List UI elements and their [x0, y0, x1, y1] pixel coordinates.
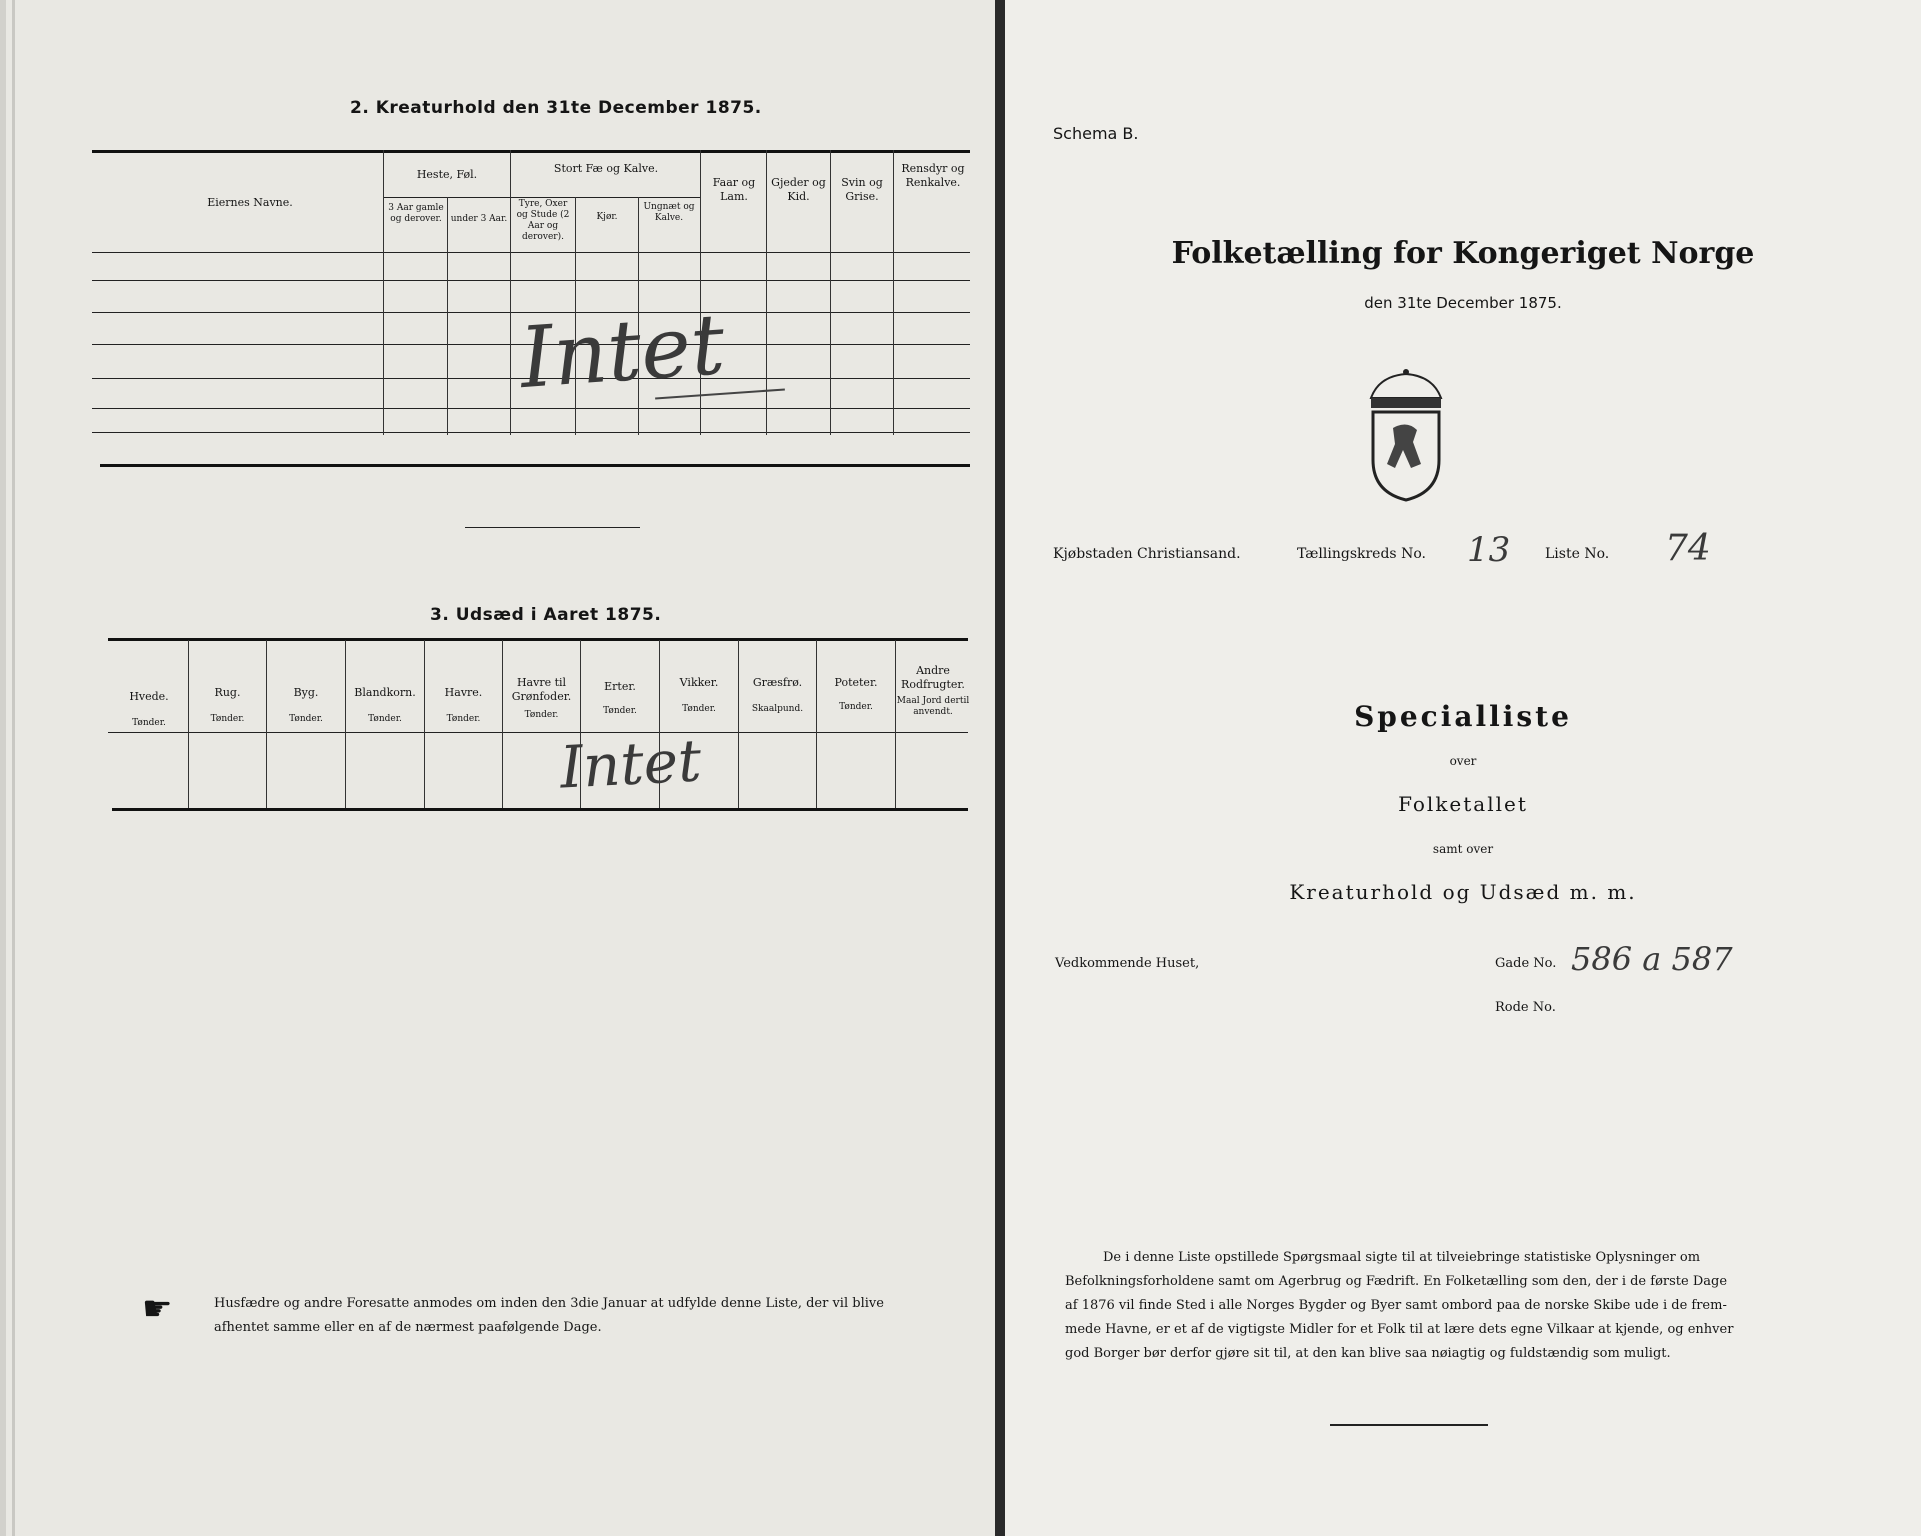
title-date: den 31te December 1875. — [1364, 294, 1562, 312]
reindeer-header: Rensdyr og Renkalve. — [901, 162, 965, 189]
goats-header: Gjeder og Kid. — [771, 176, 826, 203]
info-paragraph-line: Befolkningsforholdene samt om Agerbrug og Fædrift. En Folketælling som den, der i de første Dage — [1065, 1274, 1728, 1289]
pointing-hand-icon: ☛ — [142, 1289, 173, 1329]
col-name: Poteter. — [834, 676, 878, 689]
col-unit: Tønder. — [368, 714, 402, 724]
town-label: Kjøbstaden Christiansand. — [1053, 546, 1241, 562]
col-name: Havre til Grønfoder. — [511, 676, 572, 703]
over-label: over — [1449, 754, 1477, 768]
col-unit: Tønder. — [524, 710, 559, 720]
col-name: Græsfrø. — [752, 676, 803, 689]
col-name: Vikker. — [679, 676, 719, 689]
cattle-cows-header: Kjør. — [596, 212, 618, 222]
main-title: Folketælling for Kongeriget Norge — [1171, 236, 1755, 271]
notice-line-1: Husfædre og andre Foresatte anmodes om inden den 3die Januar at udfylde denne Liste, der vil blive — [214, 1296, 884, 1311]
page-edge — [12, 0, 15, 1536]
col-unit: Tønder. — [603, 706, 637, 716]
col-name: Byg. — [293, 686, 319, 699]
notice-line-2: afhentet samme eller en af de nærmest paafølgende Dage. — [214, 1320, 602, 1335]
info-paragraph-line: god Borger bør derfor gjøre sit til, at den kan blive saa nøiagtig og fuldstændig som muligt. — [1065, 1346, 1671, 1361]
owner-name-header: Eiernes Navne. — [207, 196, 293, 209]
col-unit: Skaalpund. — [751, 704, 804, 714]
col-unit: Tønder. — [446, 714, 481, 724]
info-paragraph-line: af 1876 vil finde Sted i alle Norges Bygder og Byer samt ombord paa de norske Skibe ude i de frem- — [1065, 1298, 1727, 1313]
col-name: Rug. — [214, 686, 241, 699]
cattle-header: Stort Fæ og Kalve. — [553, 162, 659, 175]
cattle-young-header: Ungnæt og Kalve. — [643, 202, 695, 223]
kreds-label: Tællingskreds No. — [1297, 546, 1426, 562]
kreaturhold-label: Kreaturhold og Udsæd m. m. — [1289, 880, 1637, 904]
gade-value: 586 a 587 — [1571, 940, 1733, 978]
gade-label: Gade No. — [1495, 956, 1557, 971]
liste-value: 74 — [1665, 528, 1711, 569]
horses-old-header: 3 Aar gamle og derover. — [388, 203, 444, 224]
page-edge — [0, 0, 6, 1536]
col-unit: Tønder. — [682, 704, 716, 714]
handwritten-intet: Intet — [516, 294, 728, 408]
closing-rule — [1330, 1424, 1488, 1426]
vedkommende-label: Vedkommende Huset, — [1055, 956, 1200, 971]
section-2-title: 2. Kreaturhold den 31te December 1875. — [350, 98, 762, 118]
coat-of-arms-icon — [1363, 368, 1449, 504]
info-paragraph-line: mede Havne, er et af de vigtigste Midler for et Folk til at lære dets egne Vilkaar at kjende, og enhver — [1065, 1322, 1734, 1337]
schema-label: Schema B. — [1053, 124, 1139, 143]
cattle-bulls-header: Tyre, Oxer og Stude (2 Aar og derover). — [516, 199, 570, 242]
col-name: Andre Rodfrugter. — [901, 664, 965, 691]
col-unit: Maal Jord dertil anvendt. — [896, 696, 970, 717]
col-unit: Tønder. — [210, 714, 245, 724]
col-unit: Tønder. — [289, 714, 323, 724]
pigs-header: Svin og Grise. — [841, 176, 883, 203]
section-3-title: 3. Udsæd i Aaret 1875. — [430, 605, 662, 625]
horses-young-header: under 3 Aar. — [450, 214, 508, 224]
handwritten-intet: Intet — [558, 726, 703, 802]
book-gutter — [995, 0, 1005, 1536]
right-page — [1005, 0, 1921, 1536]
rode-label: Rode No. — [1495, 1000, 1556, 1015]
col-unit: Tønder. — [839, 702, 873, 712]
horses-header: Heste, Føl. — [416, 168, 478, 181]
sheep-header: Faar og Lam. — [712, 176, 756, 203]
col-name: Hvede. — [129, 690, 169, 703]
col-unit: Tønder. — [132, 718, 166, 728]
col-name: Blandkorn. — [354, 686, 416, 699]
folketallet-label: Folketallet — [1398, 792, 1528, 816]
divider — [465, 527, 640, 528]
col-name: Havre. — [444, 686, 483, 699]
kreds-value: 13 — [1467, 530, 1511, 570]
info-paragraph-line: De i denne Liste opstillede Spørgsmaal sigte til at tilveiebringe statistiske Oplysninger om — [1103, 1250, 1701, 1265]
liste-label: Liste No. — [1545, 546, 1610, 562]
col-name: Erter. — [604, 680, 636, 693]
samt-over-label: samt over — [1432, 842, 1494, 856]
specialliste-title: Specialliste — [1354, 700, 1572, 733]
